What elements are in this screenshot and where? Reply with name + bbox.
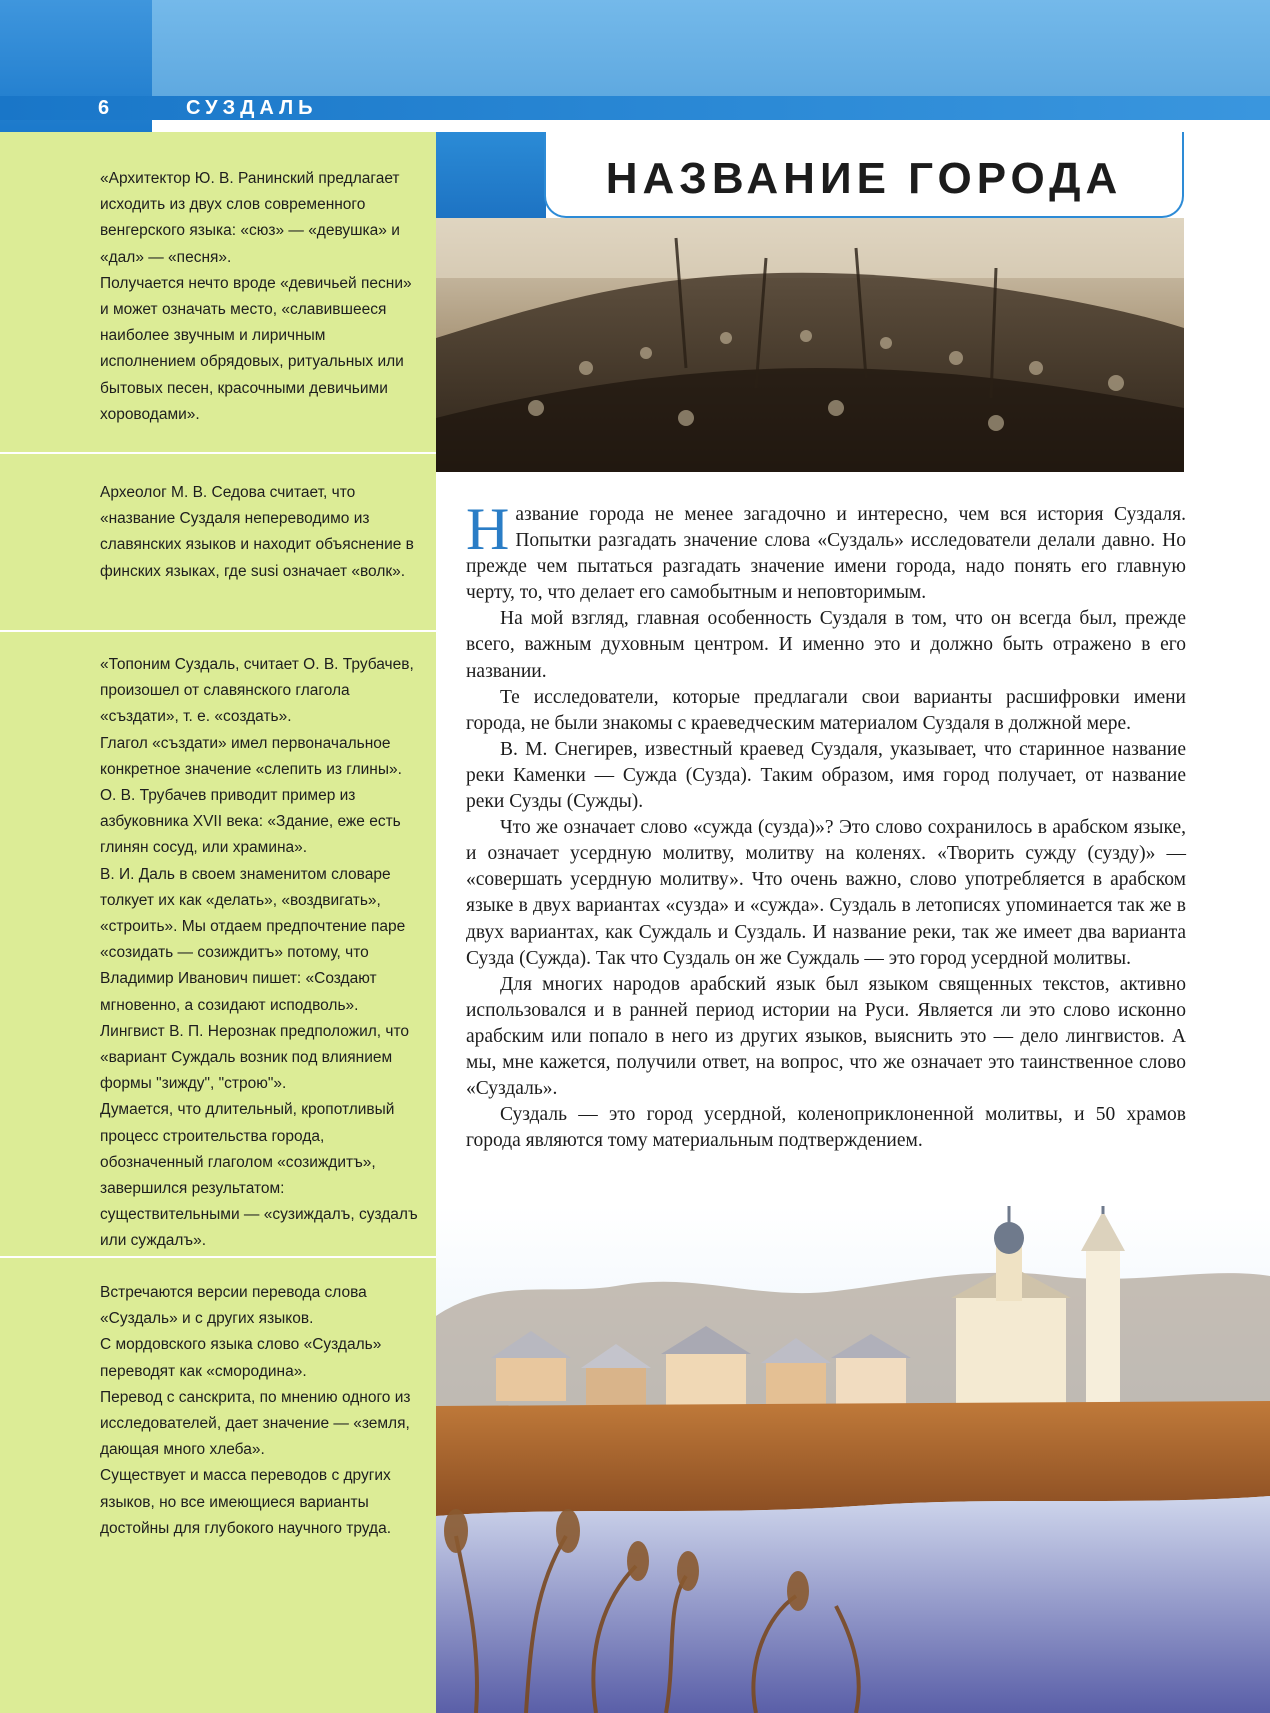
heading-box [544, 132, 1184, 218]
procession-photo [436, 218, 1184, 472]
note-paragraph: Глагол «създати» имел первоначальное конкретное значение «слепить из глины». О. В. Трубачев приводит пример из азбуковника XVII века: «Здание, еже есть глинян сосуд, или храмина». [100, 734, 402, 857]
sidebar-divider [0, 630, 436, 632]
note-paragraph: Думается, что длительный, кропотливый процесс строительства города, обозначенный глаголом «созиждитъ», завершился результатом: существительными — «сузиждалъ, суздалъ или суждалъ». [100, 1101, 418, 1250]
article-paragraph: Суздаль — это город усердной, коленоприклоненной молитвы, и 50 храмов города являются тому материальным подтверждением. [466, 1104, 1186, 1152]
lead-paragraph [466, 496, 1186, 606]
article-paragraph: Те исследователи, которые предлагали свои варианты расшифровки имени города, не были знакомы с краеведческим материалом Суздаля в должной мере. [466, 686, 1186, 734]
sidebar-note-1 [100, 166, 422, 428]
note-paragraph: «Архитектор Ю. В. Ранинский предлагает исходить из двух слов современного венгерского языка: «сюз» — «девушка» и «дал» — «песня». [100, 170, 400, 266]
sidebar-divider [0, 1256, 436, 1258]
note-paragraph: Лингвист В. П. Нерознак предположил, что «вариант Суждаль возник под влиянием формы "зижду", "строю"». [100, 1022, 410, 1093]
note-paragraph: Получается нечто вроде «девичьей песни» и может означать место, «славившееся наиболее звучным и лиричным исполнением обрядовых, ритуальных или бытовых песен, красочными девичьими хороводами». [100, 274, 412, 423]
lead-text: азвание города не менее загадочно и интересно, чем вся история Суздаля. Попытки разгадать значение слова «Суздаль» исследователи делали давно. Но прежде чем пытаться разгадать значение имени города, надо понять его главную черту, то, что делает его самобытным и неповторимым. [466, 504, 1186, 604]
drop-cap: Н [466, 496, 510, 562]
article-paragraph: В. М. Снегирев, известный краевед Суздаля, указывает, что старинное название реки Каменки — Сужда (Сузда). Таким образом, имя город получает, от название реки Сузды (Сужды). [466, 738, 1186, 813]
article-paragraph: Что же означает слово «сужда (сузда)»? Это слово сохранилось в арабском языке, и означает усердную молитву, молитву на коленях. «Творить сужду (сузду)» — «совершать усердную молитву». Что очень важно, слово употребляется в арабском языке в двух вариантах «сузда» и «сужда». Суздаль в летописях упоминается так же в двух вариантах, как Суждаль и Суздаль. И название реки, так же имеет два варианта Сузда (Сужда). Так что Суздаль он же Суждаль — это город усердной молитвы. [466, 817, 1186, 969]
sidebar-note-2 [100, 480, 422, 585]
article-body [466, 496, 1186, 1154]
note-paragraph: Археолог М. В. Седова считает, что «название Суздаля непереводимо из славянских языков и находит объяснение в финских языках, где susi означает «волк». [100, 484, 414, 580]
sidebar-divider [0, 452, 436, 454]
heading-accent [436, 132, 546, 218]
running-title: СУЗДАЛЬ [186, 97, 318, 119]
note-paragraph: С мордовского языка слово «Суздаль» переводят как «смородина». [100, 1336, 382, 1380]
sidebar [0, 132, 436, 1713]
landscape-photo [436, 1206, 1270, 1713]
page-number: 6 [98, 97, 110, 119]
note-paragraph: «Топоним Суздаль, считает О. В. Трубачев, произошел от славянского глагола «създати», т. е. «создать». [100, 656, 414, 726]
note-paragraph: В. И. Даль в своем знаменитом словаре толкует их как «делать», «воздвигать», «строить». Мы отдаем предпочтение паре «созидать — созиждитъ» потому, что Владимир Иванович пишет: «Создают мгновенно, а созидают исподволь». [100, 865, 406, 1014]
top-banner [0, 0, 1270, 96]
sidebar-note-3 [100, 652, 422, 1255]
note-paragraph: Встречаются версии перевода слова «Суздаль» и с других языков. [100, 1284, 367, 1328]
note-paragraph: Перевод с санскрита, по мнению одного из исследователей, дает значение — «земля, дающая много хлеба». [100, 1388, 411, 1459]
article-paragraph: Для многих народов арабский язык был языком священных текстов, активно использовался и в ранней период истории на Руси. Является ли это слово исконно арабским или попало в него из других языков, выяснить это — дело лингвистов. А мы, мне кажется, получили ответ, на вопрос, что же означает это таинственное слово «Суздаль». [466, 973, 1186, 1100]
sidebar-note-4 [100, 1280, 422, 1542]
page-title: НАЗВАНИЕ ГОРОДА [605, 154, 1123, 203]
article-paragraph: На мой взгляд, главная особенность Суздаля в том, что он всегда был, прежде всего, важным духовным центром. И именно это и должно быть отражено в его названии. [466, 608, 1186, 682]
note-paragraph: Существует и масса переводов с других языков, но все имеющиеся варианты достойны для глубокого научного труда. [100, 1467, 392, 1537]
